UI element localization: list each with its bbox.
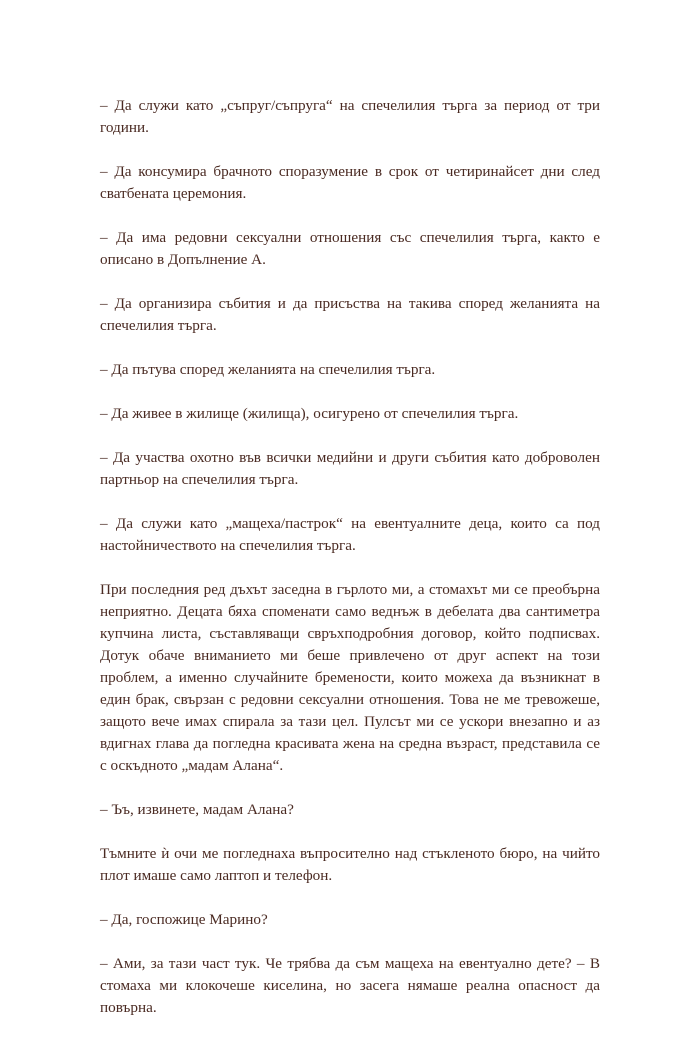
contract-clause-spouse: – Да служи като „съпруг/съпруга“ на спечелилия търга за период от три години.	[100, 97, 600, 136]
narrative-paragraph: При последния ред дъхът заседна в гърлото ми, а стомахът ми се преобърна неприятно. Децата бяха споменати само веднъж в дебелата два сантиметра купчина листа, съставляващи свръхподробния договор, който подписвах. Дотук обаче вниманието ми беше привлечено от друг аспект на този проблем, а именно случайните бремености, които можеха да възникнат в един брак, свързан с редовни сексуални отношения. Това не ме тревожеше, защото вече имах спирала за тази цел. Пулсът ми се ускори внезапно и аз вдигнах глава да погледна красивата жена на средна възраст, представила се с оскъдното „мадам Алана“.	[100, 581, 600, 774]
contract-clause-stepparent: – Да служи като „мащеха/пастрок“ на евентуалните деца, които са под настойничеството на спечелилия търга.	[100, 515, 600, 554]
narrative-paragraph: Тъмните ѝ очи ме погледнаха въпросително над стъкленото бюро, на чийто плот имаше само лаптоп и телефон.	[100, 845, 600, 884]
contract-clause-media: – Да участва охотно във всички медийни и други събития като доброволен партньор на спечелилия търга.	[100, 449, 600, 488]
document-page	[100, 95, 600, 1041]
dialogue-line: – Ами, за тази част тук. Че трябва да съм мащеха на евентуално дете? – В стомаха ми клокочеше киселина, но засега нямаше реална опасност да повърна.	[100, 955, 600, 1016]
contract-clause-travel: – Да пътува според желанията на спечелилия търга.	[100, 361, 436, 378]
dialogue-line: – Да, госпожице Марино?	[100, 911, 268, 928]
contract-clause-events: – Да организира събития и да присъства на такива според желанията на спечелилия търга.	[100, 295, 600, 334]
contract-clause-consummation: – Да консумира брачното споразумение в срок от четиринайсет дни след сватбената церемония.	[100, 163, 600, 202]
dialogue-line: – Ъъ, извинете, мадам Алана?	[100, 801, 294, 818]
contract-clause-residence: – Да живее в жилище (жилища), осигурено от спечелилия търга.	[100, 405, 519, 422]
contract-clause-relations: – Да има редовни сексуални отношения със спечелилия търга, както е описано в Допълнение А.	[100, 229, 600, 268]
